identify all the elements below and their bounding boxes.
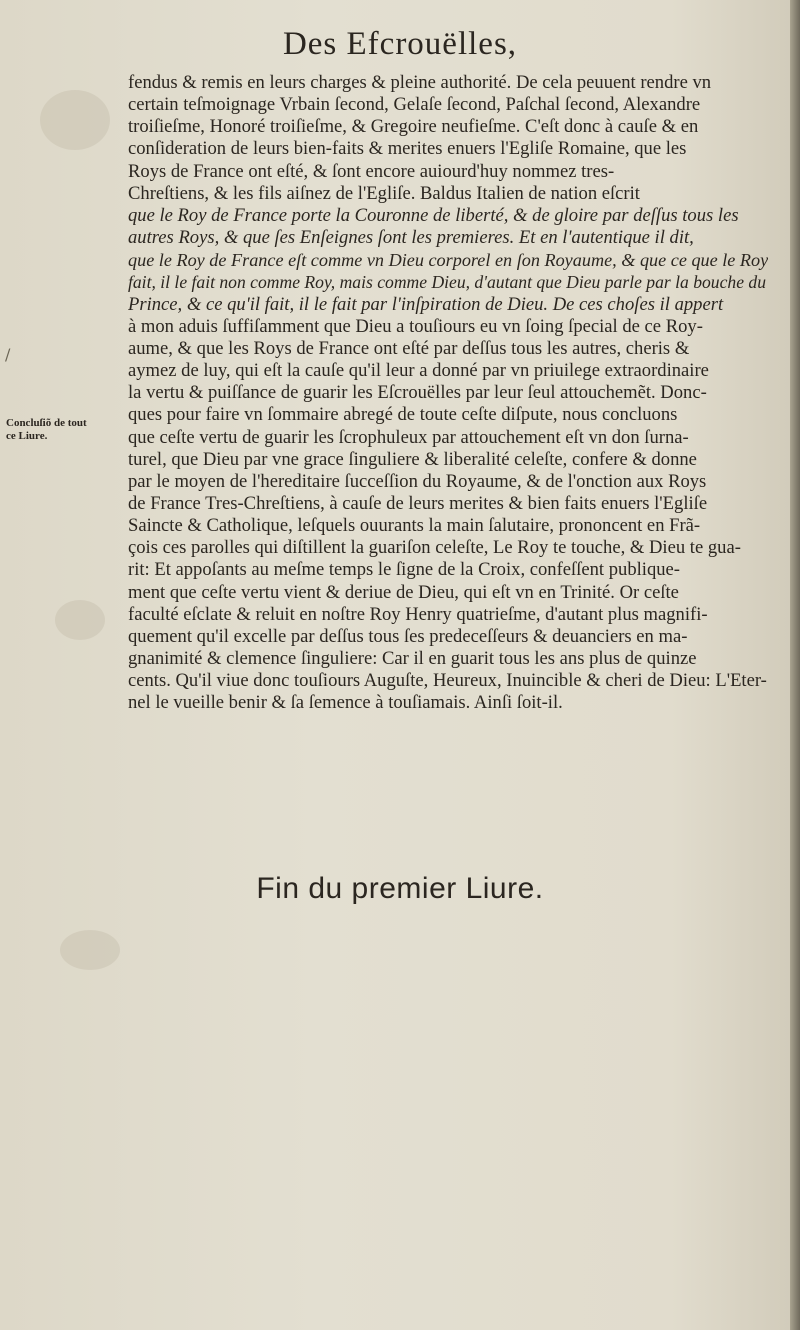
marginal-note-line: ce Liure. bbox=[6, 430, 48, 442]
text-line: à mon aduis ſuffiſamment que Dieu a touſiours eu vn ſoing ſpecial de ce Roy- bbox=[128, 315, 703, 337]
text-line: conſideration de leurs bien-faits & merites enuers l'Egliſe Romaine, que les bbox=[128, 138, 687, 160]
marginal-note-line: Concluſiõ de tout bbox=[6, 417, 87, 429]
text-line: que le Roy de France eſt comme vn Dieu corporel en ſon Royaume, & que ce que le Roy bbox=[128, 250, 768, 271]
paper-stain bbox=[40, 90, 110, 150]
text-line: gnanimité & clemence ſinguliere: Car il en guarit tous les ans plus de quinze bbox=[128, 648, 697, 670]
end-title: Fin du premier Liure. bbox=[256, 872, 544, 905]
text-line: Prince, & ce qu'il fait, il le fait par l'inſpiration de Dieu. De ces choſes il appert bbox=[128, 293, 724, 315]
body-text bbox=[128, 72, 768, 715]
text-line: que ceſte vertu de guarir les ſcrophuleux par attouchement eſt vn don ſurna- bbox=[128, 426, 689, 448]
text-line: Roys de France ont eſté, & ſont encore auiourd'huy nommez tres- bbox=[128, 160, 615, 182]
text-line: turel, que Dieu par vne grace ſinguliere & liberalité celeſte, confere & donne bbox=[128, 448, 697, 470]
text-line: rit: Et appoſants au meſme temps le ſigne de la Croix, confeſſent publique- bbox=[128, 559, 680, 581]
text-line: aymez de luy, qui eſt la cauſe qu'il leur a donné par vn priuilege extraordinaire bbox=[128, 360, 709, 382]
text-line: que le Roy de France porte la Couronne de liberté, & de gloire par deſſus tous les bbox=[128, 204, 739, 226]
text-line: çois ces parolles qui diſtillent la guariſon celeſte, Le Roy te touche, & Dieu te gua- bbox=[128, 537, 741, 559]
text-line: Saincte & Catholique, leſquels ouurants la main ſalutaire, prononcent en Frã- bbox=[128, 515, 701, 537]
text-line: fendus & remis en leurs charges & pleine authorité. De cela peuuent rendre vn bbox=[128, 72, 712, 93]
text-line: cents. Qu'il viue donc touſiours Auguſte, Heureux, Inuincible & cheri de Dieu: L'Eter- bbox=[128, 670, 767, 692]
text-line: aume, & que les Roys de France ont eſté par deſſus tous les autres, cheris & bbox=[128, 337, 690, 359]
text-line: certain teſmoignage Vrbain ſecond, Gelaſe ſecond, Paſchal ſecond, Alexandre bbox=[128, 94, 701, 116]
page-edge bbox=[790, 0, 800, 1330]
text-line: par le moyen de l'hereditaire ſucceſſion du Royaume, & de l'onction aux Roys bbox=[128, 470, 707, 492]
text-line: fait, il le fait non comme Roy, mais comme Dieu, d'autant que Dieu parle par la bouche du bbox=[128, 272, 767, 293]
text-line: autres Roys, & que ſes Enſeignes ſont les premieres. Et en l'autentique il dit, bbox=[128, 227, 694, 249]
paper-stain bbox=[55, 600, 105, 640]
ink-mark: / bbox=[5, 345, 11, 364]
text-line: la vertu & puiſſance de guarir les Eſcrouëlles par leur ſeul attouchemẽt. Donc- bbox=[128, 382, 707, 404]
text-line: de France Tres-Chreſtiens, à cauſe de leurs merites & bien faits enuers l'Egliſe bbox=[128, 492, 708, 514]
text-line: quement qu'il excelle par deſſus tous ſes predeceſſeurs & deuanciers en ma- bbox=[128, 625, 688, 647]
running-head: Des Efcrouëlles, bbox=[282, 26, 518, 62]
paper-stain bbox=[60, 930, 120, 970]
marginal-note bbox=[6, 417, 126, 443]
text-line: faculté eſclate & reluit en noſtre Roy Henry quatrieſme, d'autant plus magnifi- bbox=[128, 603, 708, 625]
text-line: ment que ceſte vertu vient & deriue de Dieu, qui eſt vn en Trinité. Or ceſte bbox=[128, 581, 679, 603]
text-line: nel le vueille benir & ſa ſemence à touſiamais. Ainſi ſoit-il. bbox=[128, 692, 563, 714]
text-line: Chreſtiens, & les fils aiſnez de l'Egliſe. Baldus Italien de nation eſcrit bbox=[128, 182, 640, 204]
text-line: ques pour faire vn ſommaire abregé de toute ceſte diſpute, nous concluons bbox=[128, 404, 678, 426]
text-line: troiſieſme, Honoré troiſieſme, & Gregoire neufieſme. C'eſt donc à cauſe & en bbox=[128, 116, 699, 138]
